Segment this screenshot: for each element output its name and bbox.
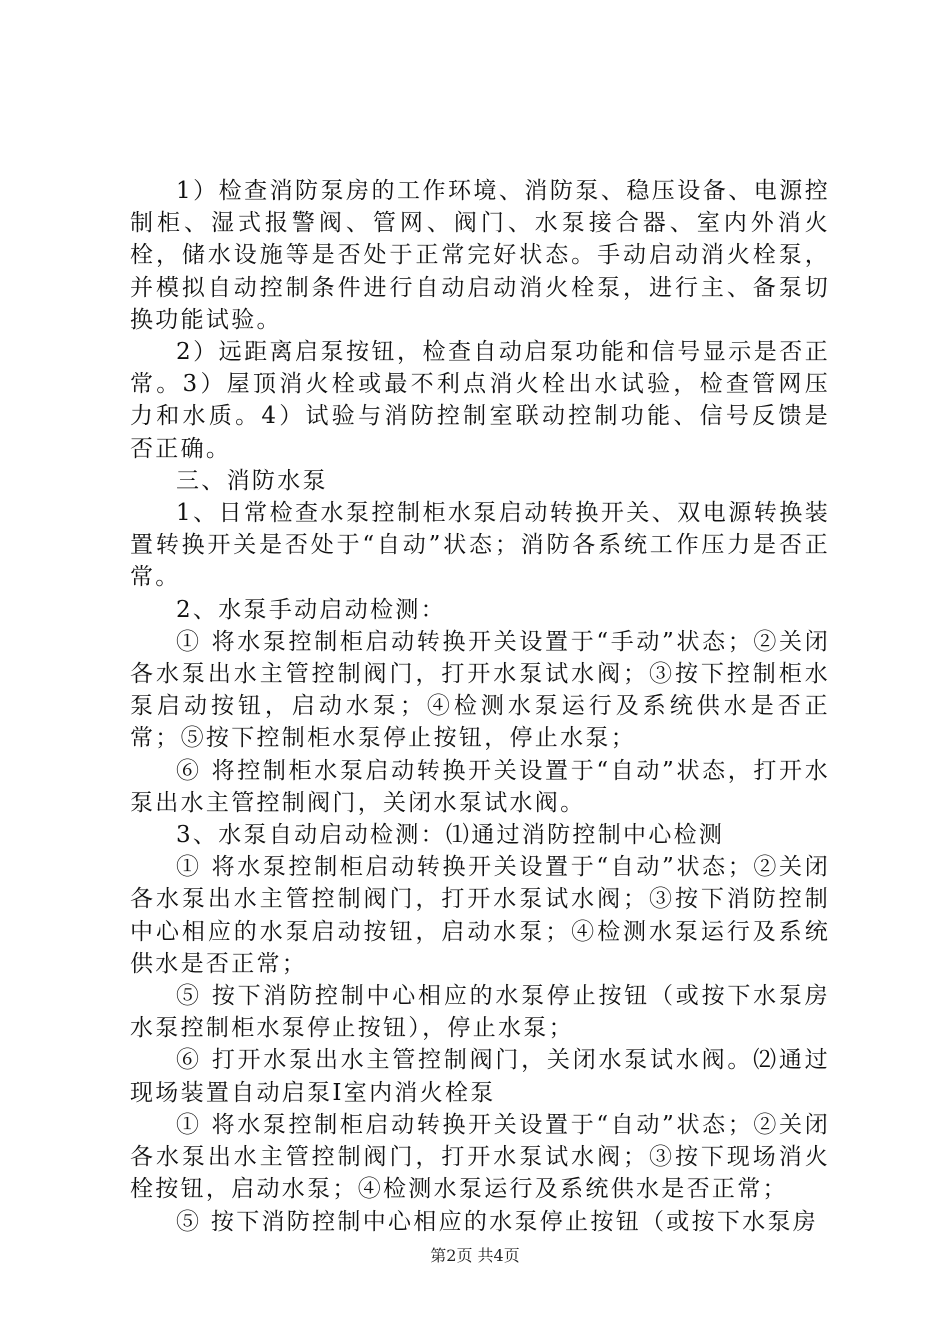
section-heading-fire-pump: 三、消防水泵: [176, 467, 328, 494]
paragraph-auto-step-5: ⑤ 按下消防控制中心相应的水泵停止按钮（或按下水泵房水泵控制柜水泵停止按钮），停止水泵；: [130, 983, 830, 1042]
paragraph-auto-start-heading: 3、水泵自动启动检测：⑴通过消防控制中心检测: [176, 822, 725, 849]
paragraph-manual-start-heading: 2、水泵手动启动检测：: [176, 596, 446, 623]
paragraph-auto-steps: ① 将水泵控制柜启动转换开关设置于“自动”状态；②关闭各水泵出水主管控制阀门，打开水泵试水阀；③按下消防控制中心相应的水泵启动按钮，启动水泵；④检测水泵运行及系统供水是否正常；: [130, 854, 830, 977]
paragraph-onsite-steps: ① 将水泵控制柜启动转换开关设置于“自动”状态；②关闭各水泵出水主管控制阀门，打开水泵试水阀；③按下现场消火栓按钮，启动水泵；④检测水泵运行及系统供水是否正常；: [130, 1111, 830, 1203]
paragraph-remote-start-check: 2）远距离启泵按钮，检查自动启泵功能和信号显示是否正常。3）屋顶消火栓或最不利点消火栓出水试验，检查管网压力和水质。4）试验与消防控制室联动控制功能、信号反馈是否正确。: [130, 339, 830, 462]
paragraph-daily-check: 1、日常检查水泵控制柜水泵启动转换开关、双电源转换装置转换开关是否处于“自动”状态；消防各系统工作压力是否正常。: [130, 500, 830, 591]
paragraph-onsite-step-5: ⑤ 按下消防控制中心相应的水泵停止按钮（或按下水泵房: [176, 1208, 819, 1235]
paragraph-manual-steps: ① 将水泵控制柜启动转换开关设置于“手动”状态；②关闭各水泵出水主管控制阀门，打开水泵试水阀；③按下控制柜水泵启动按钮，启动水泵；④检测水泵运行及系统供水是否正常；⑤按下控制柜水泵停止按钮，停止水泵；: [130, 628, 830, 752]
document-body: [130, 175, 830, 1238]
paragraph-auto-step-6: ⑥ 打开水泵出水主管控制阀门，关闭水泵试水阀。⑵通过现场装置自动启泵Ⅰ室内消火栓泵: [130, 1047, 830, 1106]
paragraph-manual-step-6: ⑥ 将控制柜水泵启动转换开关设置于“自动”状态，打开水泵出水主管控制阀门，关闭水泵试水阀。: [130, 757, 830, 816]
page-number-footer: 第2页 共4页: [430, 1246, 520, 1265]
paragraph-pump-room-check: 1）检查消防泵房的工作环境、消防泵、稳压设备、电源控制柜、湿式报警阀、管网、阀门、水泵接合器、室内外消火栓，储水设施等是否处于正常完好状态。手动启动消火栓泵，并模拟自动控制条件进行自动启动消火栓泵，进行主、备泵切换功能试验。: [130, 178, 830, 333]
